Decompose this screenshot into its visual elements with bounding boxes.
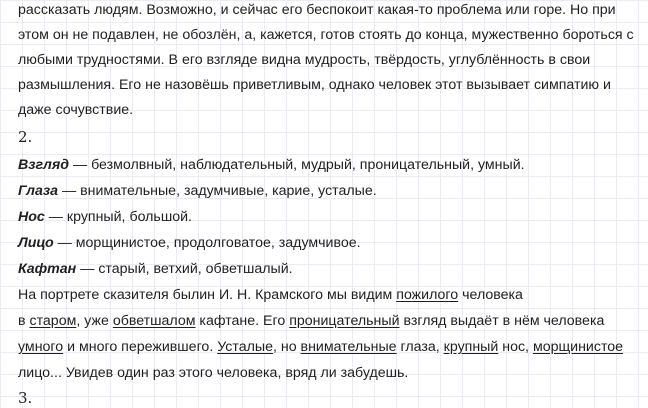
paragraph2-line-4: лицо... Увидев один раз этого человека, вряд ли забудешь. xyxy=(18,365,409,381)
underlined-word: проницательный xyxy=(289,313,400,329)
term-label: Лицо xyxy=(18,235,54,251)
term-label: Глаза xyxy=(18,183,59,199)
underlined-word: крупный xyxy=(443,339,499,355)
term-definition: — старый, ветхий, обветшалый. xyxy=(76,261,293,277)
text-segment: и много пережившего. xyxy=(63,339,218,355)
paragraph1-line-5: даже сочувствие. xyxy=(18,102,134,118)
term-definition: — внимательные, задумчивые, карие, усталые. xyxy=(58,183,377,199)
text-segment: кафтане. Его xyxy=(195,313,290,329)
paragraph1-line-1: рассказать людям. Возможно, и сейчас его беспокоит какая-то проблема или горе. Но при xyxy=(18,2,616,18)
paragraph1-line-4: размышления. Его не назовёшь приветливым, однако человек этот вызывает симпатию и xyxy=(18,77,611,93)
term-row xyxy=(18,181,377,201)
underlined-word: пожилого xyxy=(396,287,459,303)
underlined-word: умного xyxy=(18,339,64,355)
text-segment: На портрете сказителя былин И. Н. Крамского мы видим xyxy=(18,287,397,303)
section-2-number: 2. xyxy=(18,128,33,146)
text-segment: , уже xyxy=(76,313,113,329)
paragraph2-line-1 xyxy=(18,285,523,305)
underlined-word: морщинистое xyxy=(532,339,624,355)
term-label: Кафтан xyxy=(18,261,77,277)
term-label: Взгляд xyxy=(18,157,70,173)
underlined-word: обветшалом xyxy=(112,313,196,329)
term-row xyxy=(18,233,361,253)
term-definition: — безмолвный, наблюдательный, мудрый, проницательный, умный. xyxy=(69,157,525,173)
text-segment: , но xyxy=(272,339,301,355)
term-row xyxy=(18,207,192,227)
paragraph2-line-2 xyxy=(18,311,604,331)
text-segment: глаза, xyxy=(396,339,444,355)
term-row xyxy=(18,155,525,175)
text-segment: взгляд выдаёт в нём человека xyxy=(399,313,605,329)
section-3-number: 3. xyxy=(18,389,33,407)
underlined-word: внимательные xyxy=(300,339,397,355)
text-segment: нос, xyxy=(498,339,533,355)
term-definition: — морщинистое, продолговатое, задумчивое. xyxy=(53,235,361,251)
text-segment: человека xyxy=(458,287,523,303)
paragraph1-line-2: этом он не подавлен, не обозлён, а, кажется, готов стоять до конца, мужественно бороться с xyxy=(18,27,634,43)
term-definition: — крупный, большой. xyxy=(44,209,192,225)
paragraph1-line-3: любыми трудностями. В его взгляде видна мудрость, твёрдость, углублённость в свои xyxy=(18,52,591,68)
underlined-word: старом xyxy=(29,313,77,329)
text-segment: в xyxy=(18,313,30,329)
term-label: Нос xyxy=(18,209,45,225)
term-row xyxy=(18,259,293,279)
paragraph2-line-3 xyxy=(18,337,623,357)
underlined-word: Усталые xyxy=(217,339,273,355)
